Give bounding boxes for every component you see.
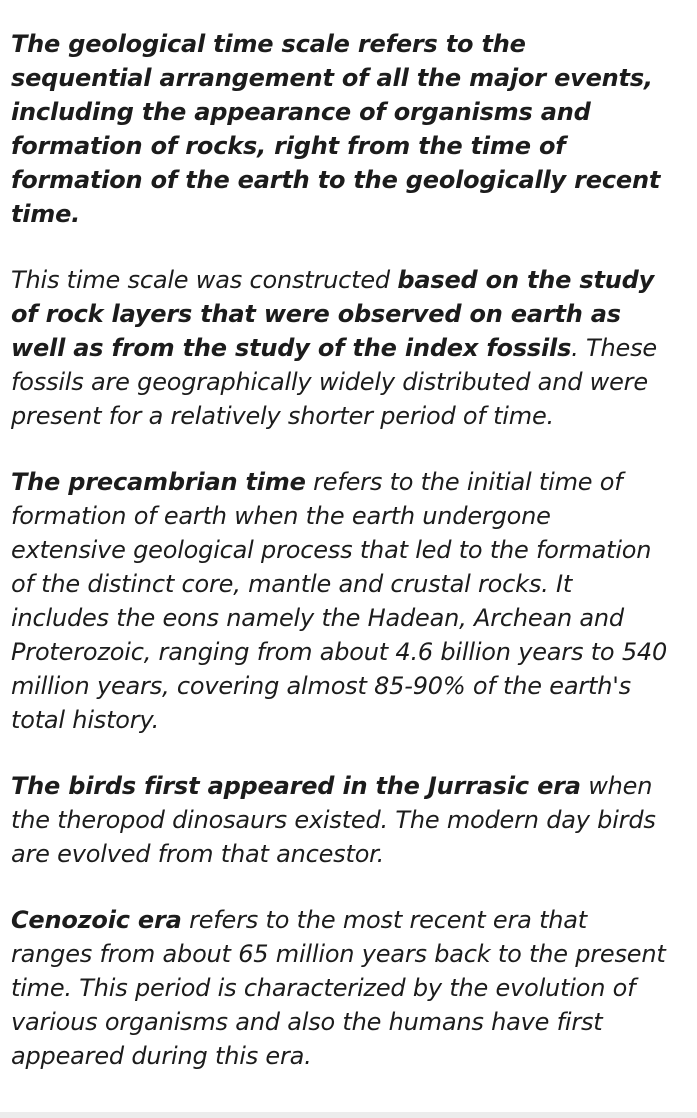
bold-phrase: Cenozoic era: [11, 906, 182, 934]
bottom-divider: [0, 1112, 697, 1118]
answer-document: [11, 27, 671, 1073]
bold-phrase: The precambrian time: [11, 468, 306, 496]
paragraph-text: The geological time scale refers to the sequential arrangement of all the major events, including the appearance of organisms and formation of rocks, right from the time of formation of the earth to the geologically recent time.: [11, 30, 661, 228]
bold-phrase: based on the study of rock layers that were observed on earth as well as from the study of the index fossils: [11, 266, 655, 362]
paragraph-text-start: This time scale was constructed: [11, 266, 398, 294]
paragraph-time-scale-construction: [11, 263, 671, 433]
paragraph-precambrian-time: [11, 465, 671, 737]
paragraph-text: refers to the initial time of formation of earth when the earth undergone extensive geological process that led to the formation of the distinct core, mantle and crustal rocks. It includes the eons namely the Hadean, Archean and Proterozoic, ranging from about 4.6 billion years to 540 million years, covering almost 85-90% of the earth's total history.: [11, 468, 668, 734]
paragraph-text-end: . These fossils are geographically widely distributed and were present for a relatively shorter period of time.: [11, 334, 657, 430]
paragraph-geological-time-scale: [11, 27, 671, 231]
paragraph-text: when the theropod dinosaurs existed. The modern day birds are evolved from that ancestor.: [11, 772, 656, 868]
paragraph-cenozoic-era: [11, 903, 671, 1073]
paragraph-text: refers to the most recent era that ranges from about 65 million years back to the present time. This period is characterized by the evolution of various organisms and also the humans have first appeared during this era.: [11, 906, 666, 1070]
paragraph-birds-jurassic: [11, 769, 671, 871]
bold-phrase: The birds first appeared in the Jurrasic era: [11, 772, 581, 800]
